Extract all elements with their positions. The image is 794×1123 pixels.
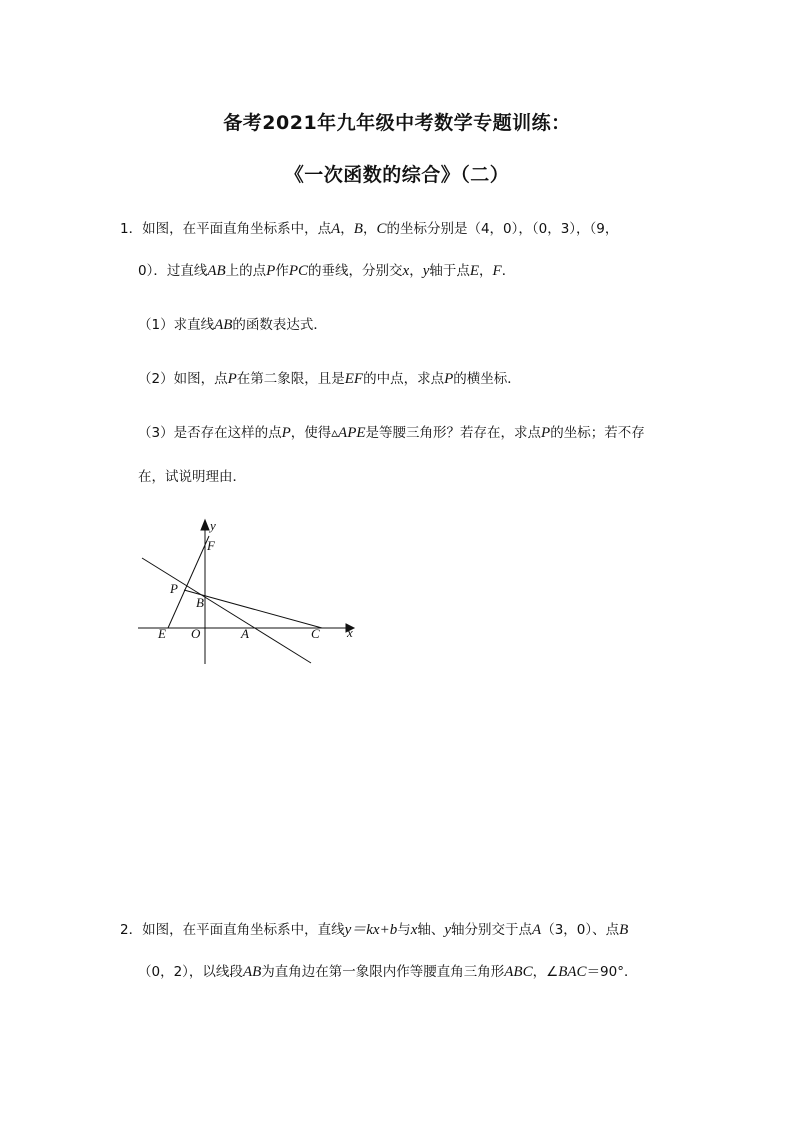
y-axis-arrow <box>201 520 209 530</box>
label-y: y <box>210 518 216 533</box>
problem-1-part-1: （1）求直线AB的函数表达式． <box>138 317 327 333</box>
problem-2-line-2: （0，2），以线段AB为直角边在第一象限内作等腰直角三角形ABC，∠BAC＝90°． <box>138 964 638 980</box>
problem-1-part-2: （2）如图，点P在第二象限，且是EF的中点，求点P的横坐标． <box>138 371 521 387</box>
problem-2-line-1: 2．如图，在平面直角坐标系中，直线y＝kx+b与x轴、y轴分别交于点A（3，0）、点B <box>120 922 629 938</box>
document-subtitle: 《一次函数的综合》（二） <box>284 164 510 186</box>
document-title: 备考2021年九年级中考数学专题训练： <box>223 112 571 134</box>
label-p: P <box>170 581 178 596</box>
label-x: x <box>347 625 353 640</box>
label-b: B <box>196 595 204 610</box>
label-a: A <box>241 626 249 641</box>
label-c: C <box>311 626 320 641</box>
problem-1-part-3-cont: 在，试说明理由． <box>138 469 246 485</box>
problem-1-part-3: （3）是否存在这样的点P，使得▵APE是等腰三角形？若存在，求点P的坐标；若不存 <box>138 425 645 441</box>
problem-1-line-2: 0）．过直线AB上的点P作PC的垂线，分别交x，y轴于点E，F． <box>138 263 516 279</box>
label-e: E <box>158 626 166 641</box>
problem-1-line-1: 1．如图，在平面直角坐标系中，点A，B，C的坐标分别是（4，0），（0，3），（9， <box>120 221 619 237</box>
label-o: O <box>191 626 201 641</box>
label-f: F <box>207 538 215 553</box>
line-ab <box>142 558 311 663</box>
coordinate-figure <box>134 514 364 674</box>
